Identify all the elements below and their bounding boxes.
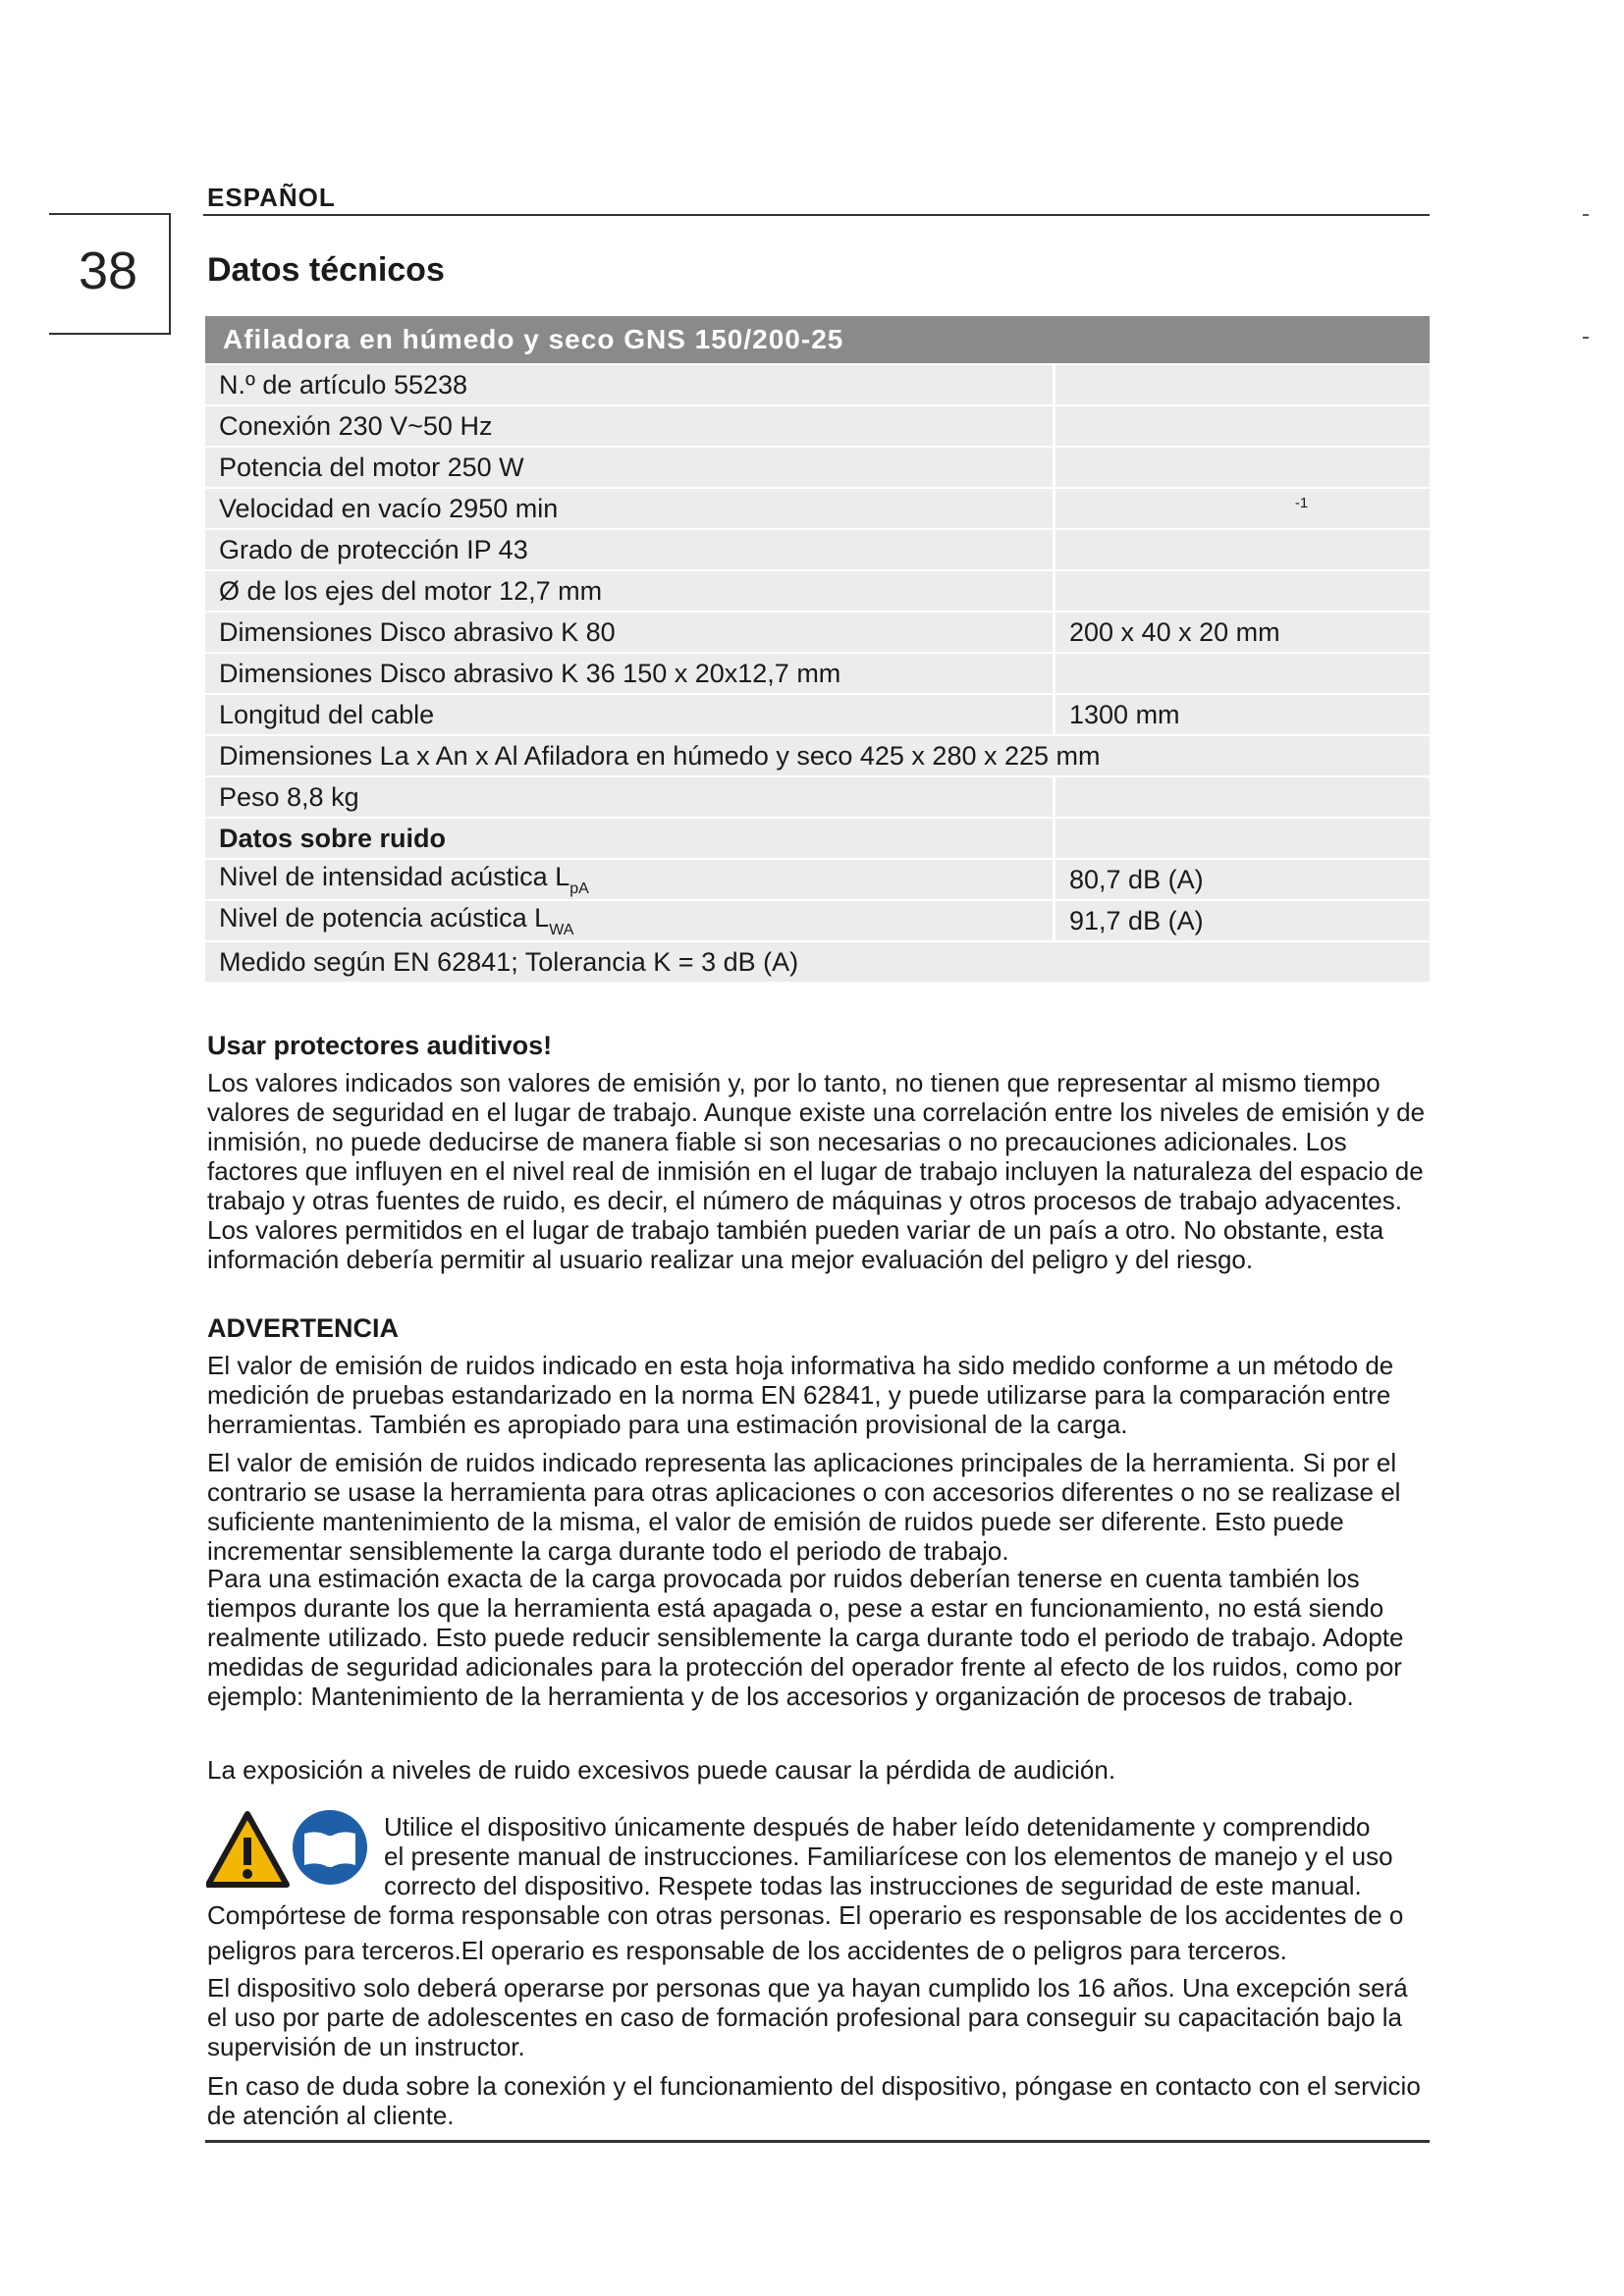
table-row [205,860,1430,899]
table-row [205,901,1430,940]
manual-line: el presente manual de instrucciones. Familiarícese con los elementos de manejo y el uso [384,1842,1393,1871]
warning-paragraph: El valor de emisión de ruidos indicado representa las aplicaciones principales de la herramienta. Si por el contrario se usase la herramienta para otras aplicaciones o con accesorios diferentes o no se realizase el suficiente mantenimiento de la misma, el valor de emisión de ruidos puede ser diferente. Esto puede incrementar sensiblemente la carga durante todo el periodo de trabajo. [207,1448,1401,1566]
noise-value: 80,7 dB (A) [1053,860,1430,899]
noise-heading: Datos sobre ruido [205,819,1053,858]
table-row [205,819,1430,858]
spec-value [1053,571,1430,611]
spec-value: 1300 mm [1053,695,1430,734]
spec-value [1053,406,1430,446]
spec-label: Conexión 230 V~50 Hz [205,406,1053,446]
spec-label: Dimensiones Disco abrasivo K 80 [205,613,1053,652]
spec-label: Dimensiones La x An x Al Afiladora en húmedo y seco 425 x 280 x 225 mm [205,736,1430,775]
spec-label: Dimensiones Disco abrasivo K 36 150 x 20x12,7 mm [205,654,1053,693]
table-row [205,654,1430,693]
age-paragraph: El dispositivo solo deberá operarse por personas que ya hayan cumplido los 16 años. Una excepción será el uso por parte de adolescentes en caso de formación profesional para conseguir su capacitación bajo la supervisión de un instructor. [207,1973,1408,2061]
spec-value [1053,777,1430,817]
speed-exponent: -1 [1294,494,1309,511]
notice-icons [206,1808,369,1891]
spec-value [1053,489,1430,528]
table-row [205,365,1430,404]
spec-label: N.º de artículo 55238 [205,365,1053,404]
warning-triangle-icon [206,1808,369,1891]
margin-tick [1583,214,1589,216]
table-row [205,695,1430,734]
table-row [205,530,1430,569]
hearing-heading: Usar protectores auditivos! [207,1031,553,1060]
table-row [205,777,1430,817]
manual-line: Utilice el dispositivo únicamente después de haber leído detenidamente y comprendido [384,1812,1371,1842]
manual-line: Compórtese de forma responsable con otras personas. El operario es responsable de los accidentes de o [207,1900,1404,1930]
table-row [205,406,1430,446]
table-row [205,571,1430,611]
warning-paragraph: Para una estimación exacta de la carga provocada por ruidos deberían tenerse en cuenta también los tiempos durante los que la herramienta está apagada o, pese a estar en funcionamiento, no está siendo realmente utilizado. Esto puede reducir sensiblemente la carga durante todo el periodo de trabajo. Adopte medidas de seguridad adicionales para la protección del operador frente al efecto de los ruidos, como por ejemplo: Mantenimiento de la herramienta y de los accesorios y organización de procesos de trabajo. [207,1564,1404,1711]
section-title: Datos técnicos [207,251,445,289]
spec-value: 200 x 40 x 20 mm [1053,613,1430,652]
table-row [205,736,1430,775]
manual-line: correcto del dispositivo. Respete todas las instrucciones de seguridad de este manual. [384,1871,1362,1900]
noise-label-text: Nivel de intensidad acústica L [219,861,570,891]
noise-label [205,860,1053,899]
spec-table [205,314,1430,984]
table-title: Afiladora en húmedo y seco GNS 150/200-25 [205,316,1430,363]
header-rule [203,214,1430,216]
noise-value: 91,7 dB (A) [1053,901,1430,940]
noise-label-subscript: pA [569,880,589,897]
warning-paragraph: El valor de emisión de ruidos indicado en esta hoja informativa ha sido medido conforme a un método de medición de pruebas estandarizado en la norma EN 62841, y puede utilizarse para la comparación entre herramientas. También es apropiado para una estimación provisional de la carga. [207,1351,1394,1439]
measured-note: Medido según EN 62841; Tolerancia K = 3 dB (A) [205,942,1430,982]
table-header-row [205,316,1430,363]
noise-label-text: Nivel de potencia acústica L [219,902,550,933]
warning-heading: ADVERTENCIA [207,1313,400,1343]
spec-label: Peso 8,8 kg [205,777,1053,817]
spec-label: Velocidad en vacío 2950 min [205,489,1053,528]
noise-label [205,901,1053,940]
spec-value [1053,654,1430,693]
spec-label: Potencia del motor 250 W [205,448,1053,487]
warning-paragraph: La exposición a niveles de ruido excesivos puede causar la pérdida de audición. [207,1755,1116,1785]
noise-label-subscript: WA [549,921,574,938]
page-number: 38 [78,241,138,300]
read-manual-icon [293,1810,367,1885]
spec-value [1053,448,1430,487]
manual-line: peligros para terceros.El operario es responsable de los accidentes de o peligros para terceros. [207,1936,1287,1965]
language-label: ESPAÑOL [207,183,336,212]
spec-value [1053,530,1430,569]
spec-label: Longitud del cable [205,695,1053,734]
spec-value [1053,365,1430,404]
spec-value [1053,819,1430,858]
contact-paragraph: En caso de duda sobre la conexión y el funcionamiento del dispositivo, póngase en contacto con el servicio de atención al cliente. [207,2071,1421,2130]
footer-rule [205,2140,1430,2143]
table-row [205,489,1430,528]
table-row [205,942,1430,982]
margin-tick [1583,337,1589,339]
table-row [205,613,1430,652]
hearing-text: Los valores indicados son valores de emisión y, por lo tanto, no tienen que representar al mismo tiempo valores de seguridad en el lugar de trabajo. Aunque existe una correlación entre los niveles de emisión y de inmisión, no puede deducirse de manera fiable si son necesarias o no precauciones adicionales. Los factores que influyen en el nivel real de inmisión en el lugar de trabajo incluyen la naturaleza del espacio de trabajo y otras fuentes de ruido, es decir, el número de máquinas y otros procesos de trabajo adyacentes. Los valores permitidos en el lugar de trabajo también pueden variar de un país a otro. No obstante, esta información debería permitir al usuario realizar una mejor evaluación del peligro y del riesgo. [207,1068,1426,1274]
spec-label: Grado de protección IP 43 [205,530,1053,569]
spec-label: Ø de los ejes del motor 12,7 mm [205,571,1053,611]
table-row [205,448,1430,487]
